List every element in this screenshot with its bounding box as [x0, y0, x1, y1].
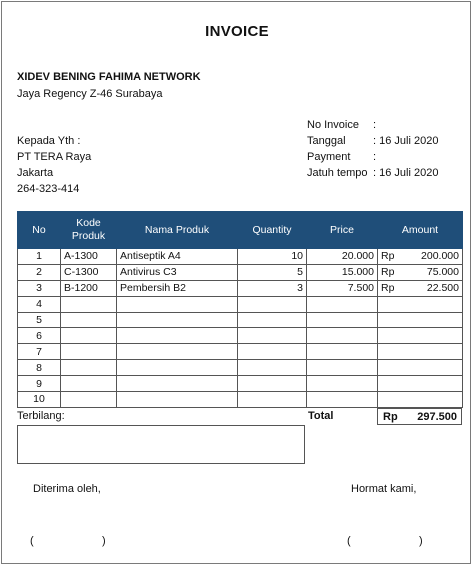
- cell-kode: [61, 312, 117, 328]
- header-nama: Nama Produk: [117, 212, 238, 249]
- cell-no: 2: [18, 264, 61, 280]
- table-row: [18, 392, 463, 408]
- cell-no: 5: [18, 312, 61, 328]
- cell-qty: [238, 360, 307, 376]
- cell-qty: 3: [238, 280, 307, 296]
- cell-amount-currency: Rp: [381, 282, 395, 295]
- recipient-city: Jakarta: [17, 167, 54, 179]
- table-row: [18, 280, 463, 296]
- cell-qty: [238, 376, 307, 392]
- total-value: 297.500: [417, 411, 457, 423]
- cell-kode: [61, 328, 117, 344]
- cell-nama: [117, 296, 238, 312]
- cell-kode: B-1200: [61, 280, 117, 296]
- cell-qty: [238, 312, 307, 328]
- payment-value: :: [373, 151, 377, 163]
- company-name: XIDEV BENING FAHIMA NETWORK: [17, 71, 201, 83]
- header-kode: [61, 212, 117, 249]
- table-row: [18, 264, 463, 280]
- cell-amount-value: 22.500: [426, 282, 459, 295]
- cell-amount-currency: Rp: [381, 266, 395, 279]
- cell-amount: [378, 280, 463, 296]
- cell-nama: [117, 344, 238, 360]
- cell-nama: [117, 392, 238, 408]
- table-row: [18, 376, 463, 392]
- table-row: [18, 360, 463, 376]
- cell-price: 15.000: [307, 264, 378, 280]
- header-price: Price: [307, 212, 378, 249]
- company-address: Jaya Regency Z-46 Surabaya: [17, 88, 163, 100]
- cell-amount: [378, 264, 463, 280]
- cell-price: 20.000: [307, 249, 378, 265]
- total-label: Total: [308, 410, 334, 422]
- received-label: Diterima oleh,: [33, 483, 101, 495]
- cell-kode: [61, 360, 117, 376]
- cell-nama: [117, 312, 238, 328]
- cell-nama: [117, 376, 238, 392]
- cell-amount: [378, 249, 463, 265]
- terbilang-box: [17, 425, 305, 464]
- cell-kode: A-1300: [61, 249, 117, 265]
- cell-kode: [61, 392, 117, 408]
- cell-kode: [61, 376, 117, 392]
- cell-amount: [378, 376, 463, 392]
- cell-price: [307, 392, 378, 408]
- table-row: [18, 328, 463, 344]
- cell-no: 4: [18, 296, 61, 312]
- cell-amount: [378, 296, 463, 312]
- cell-price: 7.500: [307, 280, 378, 296]
- cell-price: [307, 360, 378, 376]
- cell-no: 10: [18, 392, 61, 408]
- recipient-phone: 264-323-414: [17, 183, 80, 195]
- cell-nama: Antivirus C3: [117, 264, 238, 280]
- table-row: [18, 296, 463, 312]
- header-quantity: Quantity: [238, 212, 307, 249]
- cell-nama: [117, 360, 238, 376]
- cell-qty: [238, 328, 307, 344]
- total-currency: Rp: [383, 411, 398, 423]
- jatuh-tempo-value: : 16 Juli 2020: [373, 167, 439, 179]
- total-box: [377, 408, 462, 425]
- cell-qty: 5: [238, 264, 307, 280]
- header-kode-line1: Kode: [76, 217, 101, 229]
- cell-amount-currency: Rp: [381, 250, 395, 263]
- invoice-title: INVOICE: [205, 23, 269, 40]
- table-header-row: [18, 212, 463, 249]
- cell-kode: [61, 296, 117, 312]
- header-no: No: [18, 212, 61, 249]
- cell-kode: C-1300: [61, 264, 117, 280]
- received-sign-open: (: [30, 535, 34, 547]
- cell-amount: [378, 328, 463, 344]
- header-amount: Amount: [378, 212, 463, 249]
- cell-no: 3: [18, 280, 61, 296]
- cell-nama: [117, 328, 238, 344]
- cell-amount: [378, 344, 463, 360]
- cell-amount-value: 75.000: [426, 266, 459, 279]
- regards-sign-open: (: [347, 535, 351, 547]
- no-invoice-value: :: [373, 119, 377, 131]
- terbilang-label: Terbilang:: [17, 410, 65, 422]
- cell-amount: [378, 392, 463, 408]
- recipient-name: PT TERA Raya: [17, 151, 92, 163]
- cell-price: [307, 344, 378, 360]
- cell-amount: [378, 312, 463, 328]
- table-row: [18, 312, 463, 328]
- cell-price: [307, 312, 378, 328]
- cell-price: [307, 376, 378, 392]
- cell-qty: [238, 392, 307, 408]
- cell-kode: [61, 344, 117, 360]
- cell-no: 7: [18, 344, 61, 360]
- table-row: [18, 344, 463, 360]
- cell-no: 1: [18, 249, 61, 265]
- header-kode-line2: Produk: [71, 230, 106, 242]
- cell-amount: [378, 360, 463, 376]
- tanggal-label: Tanggal: [307, 135, 346, 147]
- cell-qty: [238, 344, 307, 360]
- cell-amount-value: 200.000: [421, 250, 459, 263]
- regards-sign-close: ): [419, 535, 423, 547]
- recipient-label: Kepada Yth :: [17, 135, 81, 147]
- cell-nama: Antiseptik A4: [117, 249, 238, 265]
- tanggal-value: : 16 Juli 2020: [373, 135, 439, 147]
- regards-label: Hormat kami,: [351, 483, 417, 495]
- cell-price: [307, 296, 378, 312]
- cell-qty: 10: [238, 249, 307, 265]
- jatuh-tempo-label: Jatuh tempo: [307, 167, 368, 179]
- table-row: [18, 249, 463, 265]
- cell-no: 8: [18, 360, 61, 376]
- no-invoice-label: No Invoice: [307, 119, 359, 131]
- cell-no: 9: [18, 376, 61, 392]
- cell-nama: Pembersih B2: [117, 280, 238, 296]
- payment-label: Payment: [307, 151, 351, 163]
- cell-price: [307, 328, 378, 344]
- cell-qty: [238, 296, 307, 312]
- cell-no: 6: [18, 328, 61, 344]
- received-sign-close: ): [102, 535, 106, 547]
- items-table: [17, 211, 463, 408]
